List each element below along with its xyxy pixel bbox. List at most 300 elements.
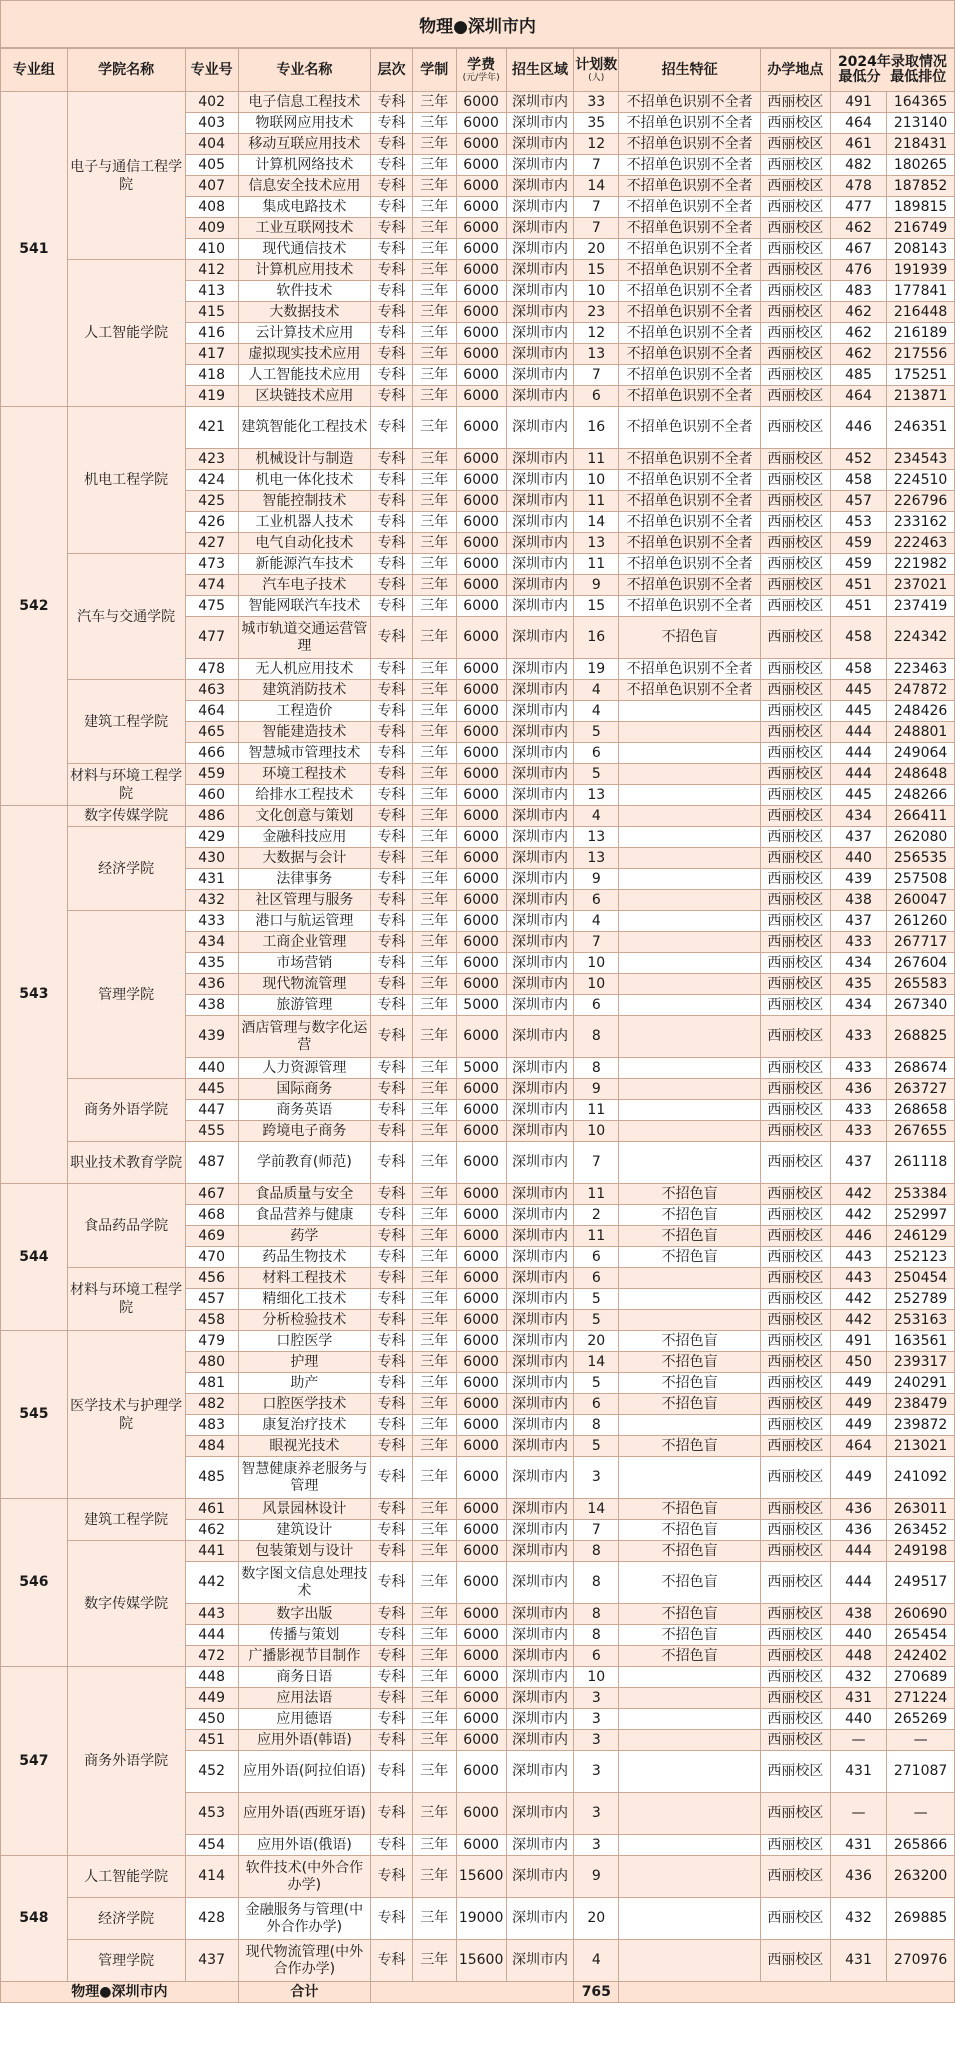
major-fee: 6000 <box>456 1100 506 1121</box>
min-score: 431 <box>830 1751 886 1793</box>
major-campus: 西丽校区 <box>761 932 831 953</box>
major-feature: 不招单色识别不全者 <box>619 659 761 680</box>
min-rank: 218431 <box>887 134 955 155</box>
major-campus: 西丽校区 <box>761 1709 831 1730</box>
major-level: 专科 <box>371 92 413 113</box>
major-fee: 6000 <box>456 1499 506 1520</box>
college-name: 商务外语学院 <box>67 1667 185 1856</box>
min-score: 435 <box>830 974 886 995</box>
major-name: 数字图文信息处理技术 <box>238 1562 370 1604</box>
major-name: 云计算技术应用 <box>238 323 370 344</box>
major-feature <box>619 1415 761 1436</box>
major-feature <box>619 722 761 743</box>
min-score: 436 <box>830 1856 886 1898</box>
major-plan: 11 <box>574 1184 619 1205</box>
min-rank: 224510 <box>887 470 955 491</box>
min-score: 451 <box>830 596 886 617</box>
major-name: 口腔医学技术 <box>238 1394 370 1415</box>
min-rank: 263200 <box>887 1856 955 1898</box>
group-id: 543 <box>1 806 68 1184</box>
major-plan: 13 <box>574 848 619 869</box>
min-rank: 263011 <box>887 1499 955 1520</box>
major-region: 深圳市内 <box>506 974 574 995</box>
major-feature: 不招色盲 <box>619 1562 761 1604</box>
min-score: 457 <box>830 491 886 512</box>
major-region: 深圳市内 <box>506 1310 574 1331</box>
major-years: 三年 <box>412 197 456 218</box>
min-score: 437 <box>830 827 886 848</box>
major-feature <box>619 743 761 764</box>
major-name: 物联网应用技术 <box>238 113 370 134</box>
min-score: 491 <box>830 1331 886 1352</box>
major-region: 深圳市内 <box>506 491 574 512</box>
major-plan: 4 <box>574 680 619 701</box>
major-code: 403 <box>185 113 238 134</box>
major-name: 工程造价 <box>238 701 370 722</box>
major-region: 深圳市内 <box>506 1205 574 1226</box>
major-fee: 6000 <box>456 806 506 827</box>
major-name: 应用德语 <box>238 1709 370 1730</box>
major-code: 479 <box>185 1331 238 1352</box>
major-plan: 33 <box>574 92 619 113</box>
major-feature: 不招单色识别不全者 <box>619 113 761 134</box>
major-fee: 15600 <box>456 1940 506 1982</box>
major-years: 三年 <box>412 491 456 512</box>
min-score: 445 <box>830 701 886 722</box>
min-score: 449 <box>830 1457 886 1499</box>
min-rank: 226796 <box>887 491 955 512</box>
major-plan: 3 <box>574 1709 619 1730</box>
major-level: 专科 <box>371 1604 413 1625</box>
table-row <box>1 911 955 932</box>
major-plan: 5 <box>574 1373 619 1394</box>
major-years: 三年 <box>412 1121 456 1142</box>
min-rank: 260690 <box>887 1604 955 1625</box>
major-region: 深圳市内 <box>506 1142 574 1184</box>
college-name: 经济学院 <box>67 1898 185 1940</box>
major-level: 专科 <box>371 974 413 995</box>
major-region: 深圳市内 <box>506 239 574 260</box>
major-level: 专科 <box>371 1688 413 1709</box>
major-years: 三年 <box>412 1100 456 1121</box>
major-plan: 3 <box>574 1793 619 1835</box>
min-score: 459 <box>830 554 886 575</box>
major-level: 专科 <box>371 1415 413 1436</box>
major-years: 三年 <box>412 1562 456 1604</box>
table-row <box>1 260 955 281</box>
major-level: 专科 <box>371 575 413 596</box>
major-campus: 西丽校区 <box>761 1856 831 1898</box>
min-score: 440 <box>830 848 886 869</box>
major-campus: 西丽校区 <box>761 1751 831 1793</box>
major-name: 大数据与会计 <box>238 848 370 869</box>
major-region: 深圳市内 <box>506 995 574 1016</box>
major-code: 487 <box>185 1142 238 1184</box>
major-feature: 不招色盲 <box>619 1226 761 1247</box>
major-name: 电气自动化技术 <box>238 533 370 554</box>
major-years: 三年 <box>412 995 456 1016</box>
min-rank: 241092 <box>887 1457 955 1499</box>
major-name: 应用外语(阿拉伯语) <box>238 1751 370 1793</box>
min-rank: 249517 <box>887 1562 955 1604</box>
major-feature <box>619 1121 761 1142</box>
major-feature: 不招单色识别不全者 <box>619 155 761 176</box>
major-code: 453 <box>185 1793 238 1835</box>
major-feature: 不招单色识别不全者 <box>619 365 761 386</box>
major-feature: 不招单色识别不全者 <box>619 302 761 323</box>
major-name: 港口与航运管理 <box>238 911 370 932</box>
min-score: 464 <box>830 386 886 407</box>
major-region: 深圳市内 <box>506 323 574 344</box>
min-score: 443 <box>830 1247 886 1268</box>
header-fee-unit: (元/学年) <box>462 72 500 83</box>
header-campus: 办学地点 <box>761 49 831 92</box>
min-score: 449 <box>830 1415 886 1436</box>
major-name: 人力资源管理 <box>238 1058 370 1079</box>
major-feature: 不招单色识别不全者 <box>619 575 761 596</box>
major-code: 451 <box>185 1730 238 1751</box>
major-years: 三年 <box>412 407 456 449</box>
major-campus: 西丽校区 <box>761 1940 831 1982</box>
major-level: 专科 <box>371 1394 413 1415</box>
major-years: 三年 <box>412 1604 456 1625</box>
major-campus: 西丽校区 <box>761 617 831 659</box>
major-region: 深圳市内 <box>506 659 574 680</box>
min-score: 464 <box>830 1436 886 1457</box>
major-level: 专科 <box>371 1667 413 1688</box>
major-code: 417 <box>185 344 238 365</box>
major-feature: 不招单色识别不全者 <box>619 218 761 239</box>
major-feature: 不招单色识别不全者 <box>619 407 761 449</box>
major-campus: 西丽校区 <box>761 323 831 344</box>
min-score: 444 <box>830 1541 886 1562</box>
min-rank: 250454 <box>887 1268 955 1289</box>
major-feature: 不招色盲 <box>619 1184 761 1205</box>
major-code: 441 <box>185 1541 238 1562</box>
major-fee: 6000 <box>456 596 506 617</box>
major-fee: 6000 <box>456 1016 506 1058</box>
major-campus: 西丽校区 <box>761 113 831 134</box>
major-code: 465 <box>185 722 238 743</box>
header-plan-unit: (人) <box>588 72 605 83</box>
major-campus: 西丽校区 <box>761 1226 831 1247</box>
major-region: 深圳市内 <box>506 1226 574 1247</box>
major-campus: 西丽校区 <box>761 1667 831 1688</box>
min-score: 438 <box>830 1604 886 1625</box>
major-name: 大数据技术 <box>238 302 370 323</box>
major-name: 包装策划与设计 <box>238 1541 370 1562</box>
min-rank: 252997 <box>887 1205 955 1226</box>
header-row <box>1 49 955 92</box>
major-fee: 5000 <box>456 1058 506 1079</box>
college-name: 管理学院 <box>67 911 185 1079</box>
min-rank: 164365 <box>887 92 955 113</box>
major-code: 439 <box>185 1016 238 1058</box>
major-level: 专科 <box>371 785 413 806</box>
major-region: 深圳市内 <box>506 1247 574 1268</box>
min-score: 452 <box>830 449 886 470</box>
min-score: 446 <box>830 407 886 449</box>
major-feature <box>619 1940 761 1982</box>
min-score: 445 <box>830 680 886 701</box>
min-score: 483 <box>830 281 886 302</box>
major-feature <box>619 827 761 848</box>
major-region: 深圳市内 <box>506 806 574 827</box>
min-score: 442 <box>830 1310 886 1331</box>
major-feature: 不招色盲 <box>619 1373 761 1394</box>
min-rank: 271224 <box>887 1688 955 1709</box>
major-region: 深圳市内 <box>506 344 574 365</box>
major-years: 三年 <box>412 302 456 323</box>
major-region: 深圳市内 <box>506 785 574 806</box>
footer-total-label: 合计 <box>238 1982 370 2003</box>
major-feature: 不招单色识别不全者 <box>619 491 761 512</box>
major-level: 专科 <box>371 1058 413 1079</box>
major-fee: 6000 <box>456 554 506 575</box>
major-years: 三年 <box>412 239 456 260</box>
major-years: 三年 <box>412 92 456 113</box>
major-fee: 6000 <box>456 512 506 533</box>
major-level: 专科 <box>371 659 413 680</box>
major-plan: 10 <box>574 953 619 974</box>
major-plan: 3 <box>574 1730 619 1751</box>
major-fee: 6000 <box>456 953 506 974</box>
major-code: 405 <box>185 155 238 176</box>
major-code: 455 <box>185 1121 238 1142</box>
min-score: 448 <box>830 1646 886 1667</box>
major-region: 深圳市内 <box>506 1793 574 1835</box>
major-name: 学前教育(师范) <box>238 1142 370 1184</box>
major-campus: 西丽校区 <box>761 155 831 176</box>
major-years: 三年 <box>412 1289 456 1310</box>
min-rank: 252123 <box>887 1247 955 1268</box>
major-region: 深圳市内 <box>506 1394 574 1415</box>
major-level: 专科 <box>371 176 413 197</box>
major-campus: 西丽校区 <box>761 1247 831 1268</box>
major-plan: 11 <box>574 491 619 512</box>
major-region: 深圳市内 <box>506 1688 574 1709</box>
major-feature <box>619 1058 761 1079</box>
major-level: 专科 <box>371 596 413 617</box>
major-region: 深圳市内 <box>506 1730 574 1751</box>
header-college: 学院名称 <box>67 49 185 92</box>
major-campus: 西丽校区 <box>761 911 831 932</box>
major-years: 三年 <box>412 890 456 911</box>
major-plan: 8 <box>574 1562 619 1604</box>
major-code: 475 <box>185 596 238 617</box>
major-years: 三年 <box>412 764 456 785</box>
major-campus: 西丽校区 <box>761 1793 831 1835</box>
college-name: 机电工程学院 <box>67 407 185 554</box>
major-name: 计算机网络技术 <box>238 155 370 176</box>
college-name: 材料与环境工程学院 <box>67 764 185 806</box>
major-fee: 6000 <box>456 1289 506 1310</box>
major-code: 449 <box>185 1688 238 1709</box>
min-rank: 224342 <box>887 617 955 659</box>
major-years: 三年 <box>412 1310 456 1331</box>
major-region: 深圳市内 <box>506 176 574 197</box>
major-years: 三年 <box>412 1667 456 1688</box>
major-level: 专科 <box>371 1247 413 1268</box>
major-plan: 10 <box>574 1667 619 1688</box>
min-score: 436 <box>830 1520 886 1541</box>
major-plan: 4 <box>574 911 619 932</box>
major-campus: 西丽校区 <box>761 365 831 386</box>
college-name: 汽车与交通学院 <box>67 554 185 680</box>
min-score: 442 <box>830 1205 886 1226</box>
major-fee: 6000 <box>456 176 506 197</box>
major-years: 三年 <box>412 1793 456 1835</box>
major-plan: 8 <box>574 1016 619 1058</box>
major-fee: 6000 <box>456 1625 506 1646</box>
major-years: 三年 <box>412 1835 456 1856</box>
major-campus: 西丽校区 <box>761 701 831 722</box>
major-plan: 6 <box>574 386 619 407</box>
major-feature <box>619 1289 761 1310</box>
major-campus: 西丽校区 <box>761 92 831 113</box>
min-score: 485 <box>830 365 886 386</box>
major-campus: 西丽校区 <box>761 575 831 596</box>
major-years: 三年 <box>412 323 456 344</box>
major-plan: 6 <box>574 995 619 1016</box>
min-rank: 263452 <box>887 1520 955 1541</box>
major-code: 457 <box>185 1289 238 1310</box>
major-name: 市场营销 <box>238 953 370 974</box>
min-rank: 216189 <box>887 323 955 344</box>
major-feature: 不招色盲 <box>619 1247 761 1268</box>
footer-spacer-right <box>619 1982 955 2003</box>
major-code: 432 <box>185 890 238 911</box>
min-score: 434 <box>830 995 886 1016</box>
major-plan: 7 <box>574 1142 619 1184</box>
major-name: 现代通信技术 <box>238 239 370 260</box>
major-plan: 6 <box>574 890 619 911</box>
major-campus: 西丽校区 <box>761 1415 831 1436</box>
major-level: 专科 <box>371 1457 413 1499</box>
table-row <box>1 554 955 575</box>
major-plan: 8 <box>574 1415 619 1436</box>
major-code: 440 <box>185 1058 238 1079</box>
major-plan: 10 <box>574 974 619 995</box>
major-plan: 4 <box>574 701 619 722</box>
major-years: 三年 <box>412 134 456 155</box>
major-code: 413 <box>185 281 238 302</box>
major-campus: 西丽校区 <box>761 659 831 680</box>
major-code: 466 <box>185 743 238 764</box>
major-fee: 6000 <box>456 1415 506 1436</box>
major-plan: 9 <box>574 575 619 596</box>
major-feature: 不招色盲 <box>619 1331 761 1352</box>
major-campus: 西丽校区 <box>761 386 831 407</box>
major-fee: 6000 <box>456 1142 506 1184</box>
major-plan: 3 <box>574 1751 619 1793</box>
major-campus: 西丽校区 <box>761 806 831 827</box>
major-name: 人工智能技术应用 <box>238 365 370 386</box>
major-code: 408 <box>185 197 238 218</box>
major-region: 深圳市内 <box>506 1100 574 1121</box>
major-campus: 西丽校区 <box>761 260 831 281</box>
major-code: 456 <box>185 1268 238 1289</box>
major-campus: 西丽校区 <box>761 743 831 764</box>
min-score: 434 <box>830 953 886 974</box>
major-years: 三年 <box>412 722 456 743</box>
min-score: 433 <box>830 932 886 953</box>
min-score: 464 <box>830 113 886 134</box>
major-years: 三年 <box>412 785 456 806</box>
major-plan: 8 <box>574 1058 619 1079</box>
major-campus: 西丽校区 <box>761 1520 831 1541</box>
major-level: 专科 <box>371 953 413 974</box>
major-fee: 6000 <box>456 869 506 890</box>
major-name: 智慧健康养老服务与管理 <box>238 1457 370 1499</box>
major-feature: 不招单色识别不全者 <box>619 239 761 260</box>
min-rank: 187852 <box>887 176 955 197</box>
major-feature: 不招单色识别不全者 <box>619 596 761 617</box>
major-fee: 6000 <box>456 1394 506 1415</box>
major-campus: 西丽校区 <box>761 890 831 911</box>
table-row <box>1 1079 955 1100</box>
min-rank: 265269 <box>887 1709 955 1730</box>
major-code: 428 <box>185 1898 238 1940</box>
major-fee: 6000 <box>456 1226 506 1247</box>
major-campus: 西丽校区 <box>761 470 831 491</box>
min-rank: 267604 <box>887 953 955 974</box>
major-name: 跨境电子商务 <box>238 1121 370 1142</box>
major-feature <box>619 1793 761 1835</box>
table-row <box>1 680 955 701</box>
major-code: 438 <box>185 995 238 1016</box>
major-years: 三年 <box>412 1688 456 1709</box>
major-fee: 6000 <box>456 848 506 869</box>
table-row <box>1 1268 955 1289</box>
table-row <box>1 1856 955 1898</box>
major-feature <box>619 1268 761 1289</box>
major-name: 数字出版 <box>238 1604 370 1625</box>
major-region: 深圳市内 <box>506 596 574 617</box>
major-fee: 6000 <box>456 407 506 449</box>
major-name: 药学 <box>238 1226 370 1247</box>
major-level: 专科 <box>371 365 413 386</box>
major-feature <box>619 785 761 806</box>
major-campus: 西丽校区 <box>761 1688 831 1709</box>
min-score: 436 <box>830 1499 886 1520</box>
major-campus: 西丽校区 <box>761 533 831 554</box>
major-region: 深圳市内 <box>506 617 574 659</box>
major-region: 深圳市内 <box>506 1436 574 1457</box>
major-years: 三年 <box>412 743 456 764</box>
major-level: 专科 <box>371 470 413 491</box>
major-code: 433 <box>185 911 238 932</box>
major-campus: 西丽校区 <box>761 134 831 155</box>
major-name: 材料工程技术 <box>238 1268 370 1289</box>
major-level: 专科 <box>371 1709 413 1730</box>
major-feature: 不招色盲 <box>619 1520 761 1541</box>
min-rank: 268825 <box>887 1016 955 1058</box>
major-feature: 不招单色识别不全者 <box>619 344 761 365</box>
min-score: 433 <box>830 1058 886 1079</box>
major-region: 深圳市内 <box>506 470 574 491</box>
major-fee: 6000 <box>456 1604 506 1625</box>
major-plan: 7 <box>574 197 619 218</box>
major-years: 三年 <box>412 1268 456 1289</box>
min-rank: 270976 <box>887 1940 955 1982</box>
major-name: 工业机器人技术 <box>238 512 370 533</box>
min-rank: 265454 <box>887 1625 955 1646</box>
major-code: 407 <box>185 176 238 197</box>
major-region: 深圳市内 <box>506 134 574 155</box>
table-row <box>1 1499 955 1520</box>
major-code: 426 <box>185 512 238 533</box>
